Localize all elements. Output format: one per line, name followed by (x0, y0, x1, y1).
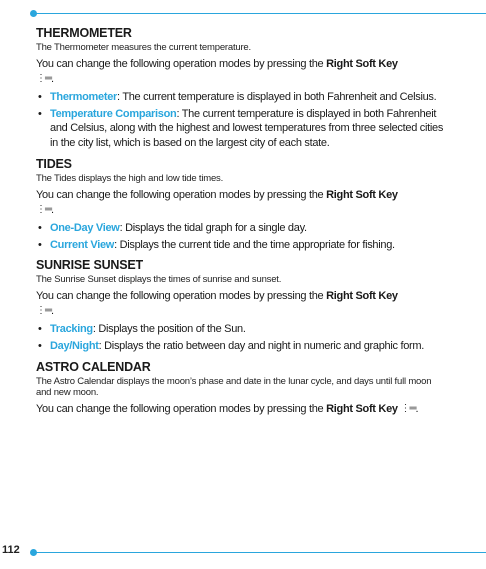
list-item: • Day/Night: Displays the ratio between day and night in numeric and graphic form. (36, 339, 448, 354)
modes-instruction: You can change the following operation modes by pressing the Right Soft Key ⋮═. (36, 189, 398, 216)
soft-key-icon: ⋮═ (400, 402, 416, 414)
soft-key-label: Right Soft Key (326, 402, 398, 415)
section-title: SUNRISE SUNSET (36, 258, 143, 273)
bottom-rule (34, 552, 486, 553)
soft-key-label: Right Soft Key (326, 58, 398, 70)
section-title: ASTRO CALENDAR (36, 359, 151, 374)
soft-key-icon: ⋮═ (36, 305, 52, 317)
list-item: • Current View: Displays the current tide and the time appropriate for fishing. (36, 238, 448, 253)
mode-list (36, 221, 448, 253)
soft-key-icon: ⋮═ (36, 72, 52, 84)
mode-list (36, 90, 448, 151)
soft-key-label: Right Soft Key (326, 189, 398, 202)
page-number: 112 (2, 544, 20, 556)
section-tides (36, 157, 448, 252)
section-intro: The Sunrise Sunset displays the times of sunrise and sunset. (36, 274, 282, 286)
list-item: • Temperature Comparison: The current temperature is displayed in both Fahrenheit and Celsius, along with the highest and lowest temperatures from three selected cities in the city list, which is based on the largest city of each state. (36, 107, 448, 152)
section-title: THERMOMETER (36, 26, 132, 40)
section-title: TIDES (36, 157, 72, 172)
soft-key-label: Right Soft Key (326, 290, 398, 303)
section-thermometer (36, 26, 448, 151)
top-rule (34, 13, 486, 14)
section-sunrise-sunset (36, 258, 448, 353)
list-item: • Tracking: Displays the position of the Sun. (36, 322, 448, 337)
top-dot (30, 10, 37, 17)
modes-instruction: You can change the following operation modes by pressing the Right Soft Key ⋮═. (36, 58, 398, 85)
modes-instruction: You can change the following operation modes by pressing the Right Soft Key ⋮═. (36, 290, 398, 318)
section-astro-calendar (36, 360, 448, 417)
page-content (36, 26, 448, 423)
list-item: • One-Day View: Displays the tidal graph for a single day. (36, 221, 448, 236)
modes-instruction: You can change the following operation modes by pressing the Right Soft Key ⋮═. (36, 402, 419, 415)
list-item: • Thermometer: The current temperature is displayed in both Fahrenheit and Celsius. (36, 90, 448, 105)
soft-key-icon: ⋮═ (36, 204, 52, 215)
section-intro: The Tides displays the high and low tide times. (36, 173, 224, 185)
section-intro: The Thermometer measures the current temperature. (36, 42, 251, 53)
section-intro: The Astro Calendar displays the moon’s phase and date in the lunar cycle, and days until full moon and new moon. (36, 375, 432, 398)
mode-list (36, 322, 448, 354)
